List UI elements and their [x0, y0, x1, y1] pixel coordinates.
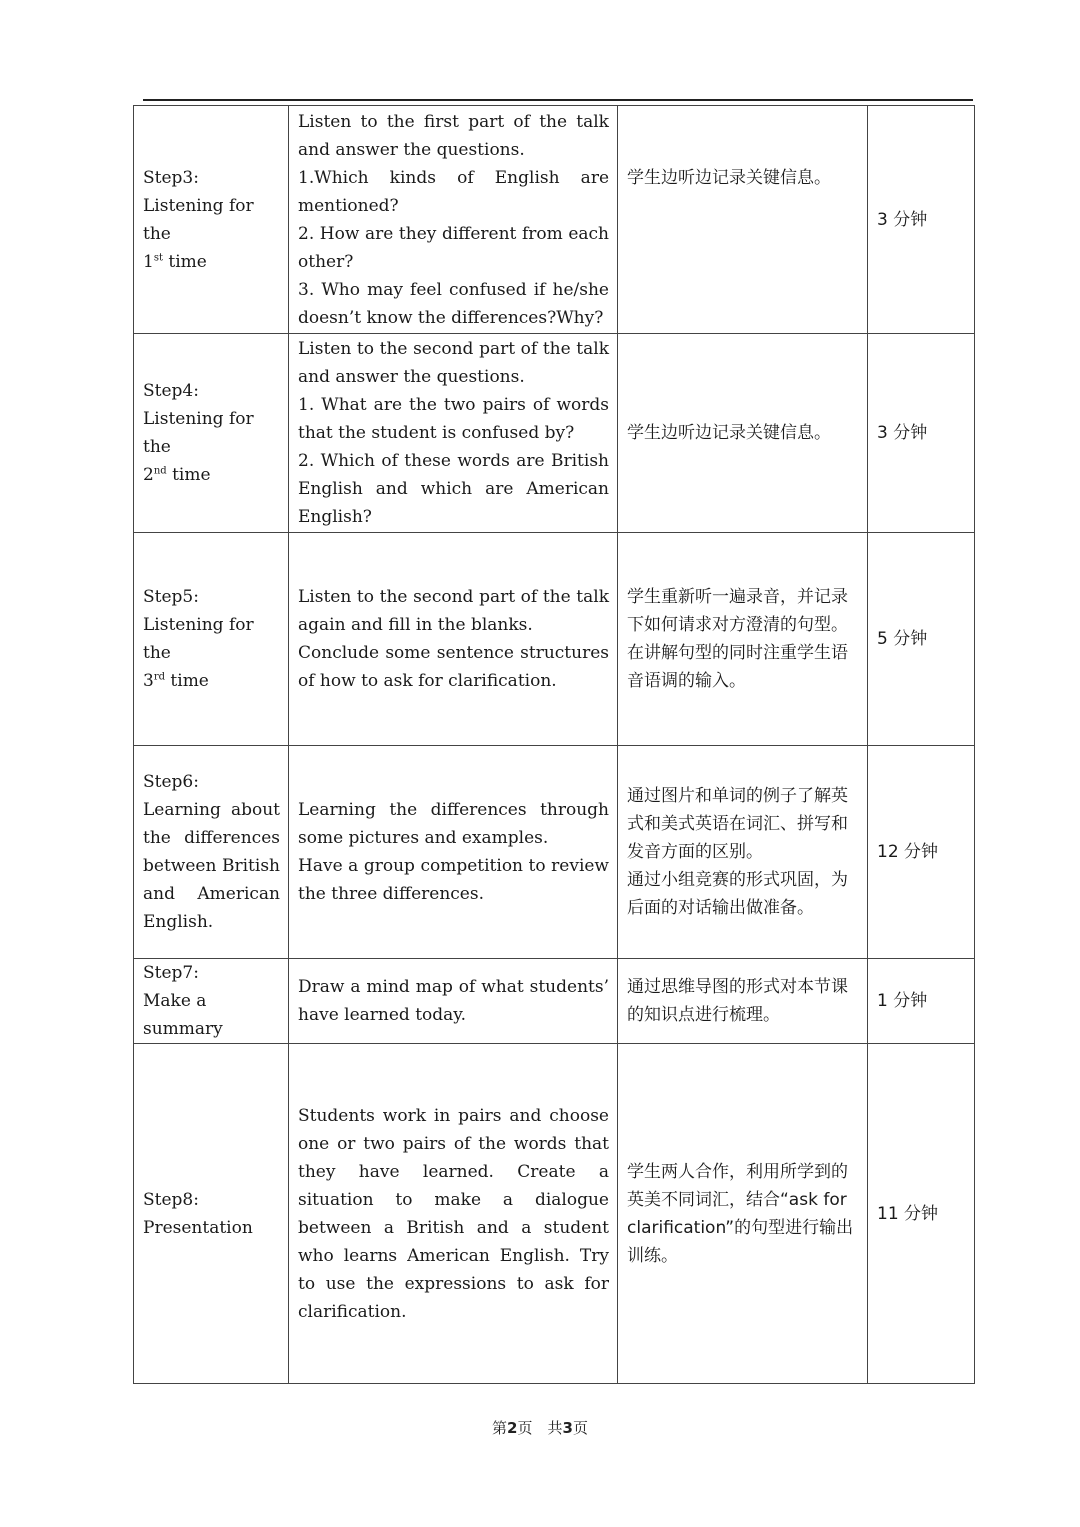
- lesson-plan-table: [133, 105, 975, 1384]
- activity-line: Have a group competition to review the three differences.: [298, 856, 609, 904]
- table-row: [134, 959, 975, 1044]
- step-cell: [134, 106, 289, 334]
- purpose-text: 学生边听边记录关键信息。: [627, 168, 831, 188]
- activity-line: 1.Which kinds of English are mentioned?: [298, 167, 609, 216]
- step-label: Step3:: [143, 167, 199, 188]
- step-label: Step7:: [143, 963, 199, 983]
- activity-line: Learning the differences through some pictures and examples.: [298, 800, 609, 848]
- activity-line: 2. How are they different from each other?: [298, 223, 609, 272]
- duration: 3 分钟: [877, 209, 928, 230]
- activity-line: Listen to the first part of the talk and answer the questions.: [298, 111, 609, 160]
- step-label: Step5:: [143, 587, 199, 607]
- purpose-cell: [618, 533, 868, 746]
- step-cell: [134, 746, 289, 959]
- purpose-text: 通过思维导图的形式对本节课的知识点进行梳理。: [627, 977, 848, 1025]
- time-cell: [868, 959, 975, 1044]
- footer-prefix: 第: [492, 1419, 508, 1437]
- duration: 12 分钟: [877, 842, 939, 862]
- activity-cell: [289, 746, 618, 959]
- page-footer: [0, 1417, 1080, 1438]
- purpose-cell: [618, 106, 868, 334]
- purpose-cell: [618, 334, 868, 533]
- activity-line: Draw a mind map of what students’ have learned today.: [298, 977, 609, 1025]
- activity-line: 1. What are the two pairs of words that the student is confused by?: [298, 395, 609, 443]
- activity-cell: [289, 1044, 618, 1384]
- purpose-cell: [618, 746, 868, 959]
- purpose-text: 学生两人合作，利用所学到的英美不同词汇，结合“ask for clarification”的句型进行输出训练。: [627, 1161, 854, 1266]
- activity-line: Conclude some sentence structures of how to ask for clarification.: [298, 643, 609, 691]
- time-cell: [868, 334, 975, 533]
- activity-line: Listen to the second part of the talk again and fill in the blanks.: [298, 587, 609, 635]
- duration: 1 分钟: [877, 991, 928, 1011]
- step-cell: [134, 334, 289, 533]
- step-title: Listening for the 1st time: [143, 195, 254, 272]
- time-cell: [868, 1044, 975, 1384]
- activity-line: 2. Which of these words are British English and which are American English?: [298, 451, 609, 527]
- step-title: Learning about the differences between British and American English.: [143, 800, 280, 932]
- footer-mid: 页 共: [517, 1419, 563, 1437]
- activity-cell: [289, 533, 618, 746]
- purpose-text: 学生重新听一遍录音，并记录下如何请求对方澄清的句型。: [627, 587, 848, 635]
- purpose-cell: [618, 959, 868, 1044]
- page-total: 3: [562, 1419, 573, 1437]
- purpose-text: 通过小组竞赛的形式巩固，为后面的对话输出做准备。: [627, 870, 848, 918]
- page-number: 2: [507, 1419, 518, 1437]
- step-title: Listening for the 3rd time: [143, 615, 254, 691]
- duration: 11 分钟: [877, 1203, 939, 1224]
- purpose-text: 学生边听边记录关键信息。: [627, 423, 831, 443]
- duration: 3 分钟: [877, 423, 928, 443]
- step-label: Step4:: [143, 381, 199, 401]
- step-label: Step8:: [143, 1189, 199, 1210]
- footer-suffix: 页: [572, 1419, 588, 1437]
- step-cell: [134, 959, 289, 1044]
- activity-cell: [289, 959, 618, 1044]
- purpose-cell: [618, 1044, 868, 1384]
- step-label: Step6:: [143, 772, 199, 792]
- time-cell: [868, 746, 975, 959]
- activity-cell: [289, 334, 618, 533]
- step-cell: [134, 1044, 289, 1384]
- table-row: [134, 533, 975, 746]
- time-cell: [868, 533, 975, 746]
- time-cell: [868, 106, 975, 334]
- table-row: [134, 746, 975, 959]
- purpose-text: 通过图片和单词的例子了解英式和美式英语在词汇、拼写和发音方面的区别。: [627, 786, 848, 862]
- activity-line: Listen to the second part of the talk and answer the questions.: [298, 339, 609, 387]
- duration: 5 分钟: [877, 629, 928, 649]
- table-row: [134, 106, 975, 334]
- table-row: [134, 334, 975, 533]
- step-title: Listening for the 2nd time: [143, 409, 254, 485]
- step-title: Presentation: [143, 1217, 253, 1238]
- purpose-text: 在讲解句型的同时注重学生语音语调的输入。: [627, 643, 848, 691]
- table-row: [134, 1044, 975, 1384]
- activity-line: Students work in pairs and choose one or two pairs of the words that they have learned. Create a situation to make a dialogue between a British and a student who learns American English. Try to use the expressions to ask for clarification.: [298, 1105, 609, 1322]
- step-title: Make a summary: [143, 991, 223, 1039]
- header-rule: [143, 99, 973, 101]
- activity-cell: [289, 106, 618, 334]
- step-cell: [134, 533, 289, 746]
- activity-line: 3. Who may feel confused if he/she doesn’t know the differences?Why?: [298, 279, 609, 328]
